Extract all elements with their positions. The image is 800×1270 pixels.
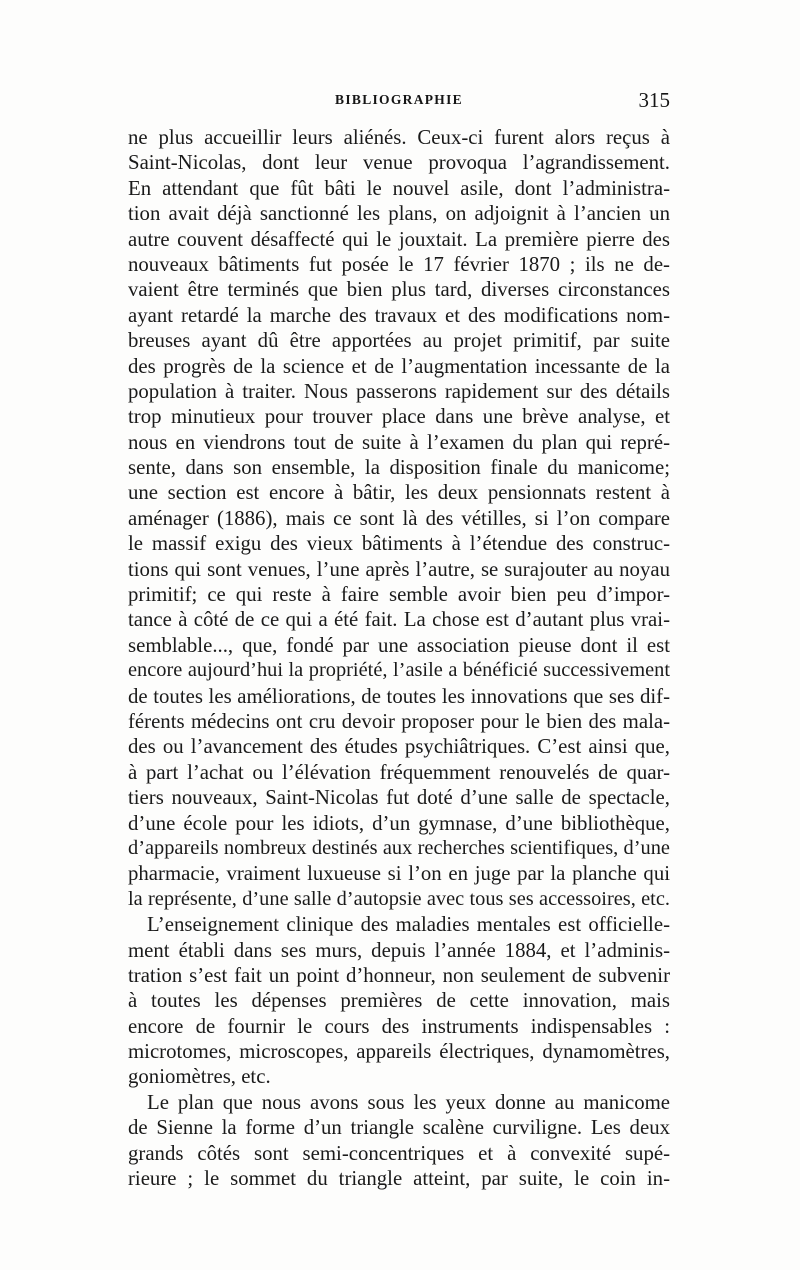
text-line: le massif exigu des vieux bâtiments à l’étendue des construc- [128, 532, 670, 556]
text-line: rieure ; le sommet du triangle atteint, par suite, le coin in- [128, 1167, 670, 1191]
text-line: semblable..., que, fondé par une association pieuse dont il est [128, 633, 670, 657]
text-line: férents médecins ont cru devoir proposer pour le bien des mala- [128, 709, 670, 733]
text-line: vaient être terminés que bien plus tard, diverses circonstances [128, 278, 670, 302]
text-line: population à traiter. Nous passerons rapidement sur des détails [128, 379, 670, 403]
text-line: nous en viendrons tout de suite à l’examen du plan qui repré- [128, 430, 670, 454]
running-title: BIBLIOGRAPHIE [335, 92, 463, 107]
text-line: ayant retardé la marche des travaux et des modifications nom- [128, 303, 670, 327]
text-line: encore de fournir le cours des instruments indispensables : [128, 1014, 670, 1038]
paragraph-start-line: Le plan que nous avons sous les yeux donne au manicome [147, 1090, 670, 1114]
text-line: de Sienne la forme d’un triangle scalène curviligne. Les deux [128, 1116, 670, 1140]
text-line: tions qui sont venues, l’une après l’autre, se surajouter au noyau [128, 557, 670, 581]
text-line: pharmacie, vraiment luxueuse si l’on en juge par la planche qui [128, 862, 670, 886]
text-line: une section est encore à bâtir, les deux pensionnats restent à [128, 481, 670, 505]
text-line: microtomes, microscopes, appareils électriques, dynamomètres, [128, 1040, 670, 1064]
page-number: 315 [638, 88, 670, 112]
text-line: sente, dans son ensemble, la disposition finale du manicome; [128, 456, 670, 480]
text-line: nouveaux bâtiments fut posée le 17 février 1870 ; ils ne de- [128, 252, 670, 276]
text-line: des ou l’avancement des études psychiâtriques. C’est ainsi que, [128, 735, 670, 759]
text-line: encore aujourd’hui la propriété, l’asile a bénéficié successivement [128, 659, 670, 682]
text-line: d’appareils nombreux destinés aux recherches scientifiques, d’une [128, 836, 670, 859]
text-line: breuses ayant dû être apportées au projet primitif, par suite [128, 329, 670, 353]
text-line: primitif; ce qui reste à faire semble avoir bien peu d’impor- [128, 583, 670, 607]
text-line: des progrès de la science et de l’augmentation incessante de la [128, 354, 670, 378]
paragraph-end-line: goniomètres, etc. [128, 1065, 271, 1089]
text-line: ment établi dans ses murs, depuis l’année 1884, et l’adminis- [128, 938, 670, 962]
paragraph-start-line: L’enseignement clinique des maladies mentales est officielle- [147, 913, 670, 937]
text-line: En attendant que fût bâti le nouvel asile, dont l’administra- [128, 176, 670, 200]
text-line: aménager (1886), mais ce sont là des vétilles, si l’on compare [128, 506, 670, 530]
text-line: ne plus accueillir leurs aliénés. Ceux-ci furent alors reçus à [128, 126, 670, 149]
text-line: tance à côté de ce qui a été fait. La chose est d’autant plus vrai- [128, 608, 670, 632]
text-line: autre couvent désaffecté qui le jouxtait. La première pierre des [128, 227, 670, 251]
text-line: grands côtés sont semi-concentriques et à convexité supé- [128, 1141, 670, 1165]
text-line: de toutes les améliorations, de toutes les innovations que ses dif- [128, 684, 670, 708]
text-line: tion avait déjà sanctionné les plans, on adjoignit à l’ancien un [128, 202, 670, 226]
text-line: tiers nouveaux, Saint-Nicolas fut doté d’une salle de spectacle, [128, 786, 670, 810]
text-line: d’une école pour les idiots, d’un gymnase, d’une bibliothèque, [128, 811, 670, 835]
text-line: tration s’est fait un point d’honneur, non seulement de subvenir [128, 963, 670, 987]
page-header [128, 88, 670, 116]
text-line: à toutes les dépenses premières de cette innovation, mais [128, 989, 670, 1013]
text-line: la représente, d’une salle d’autopsie avec tous ses accessoires, etc. [128, 887, 670, 910]
text-line: à part l’achat ou l’élévation fréquemment renouvelés de quar- [128, 760, 670, 784]
text-line: trop minutieux pour trouver place dans une brève analyse, et [128, 405, 670, 429]
text-line: Saint-Nicolas, dont leur venue provoqua l’agrandissement. [128, 151, 670, 175]
body-text [128, 125, 670, 1191]
